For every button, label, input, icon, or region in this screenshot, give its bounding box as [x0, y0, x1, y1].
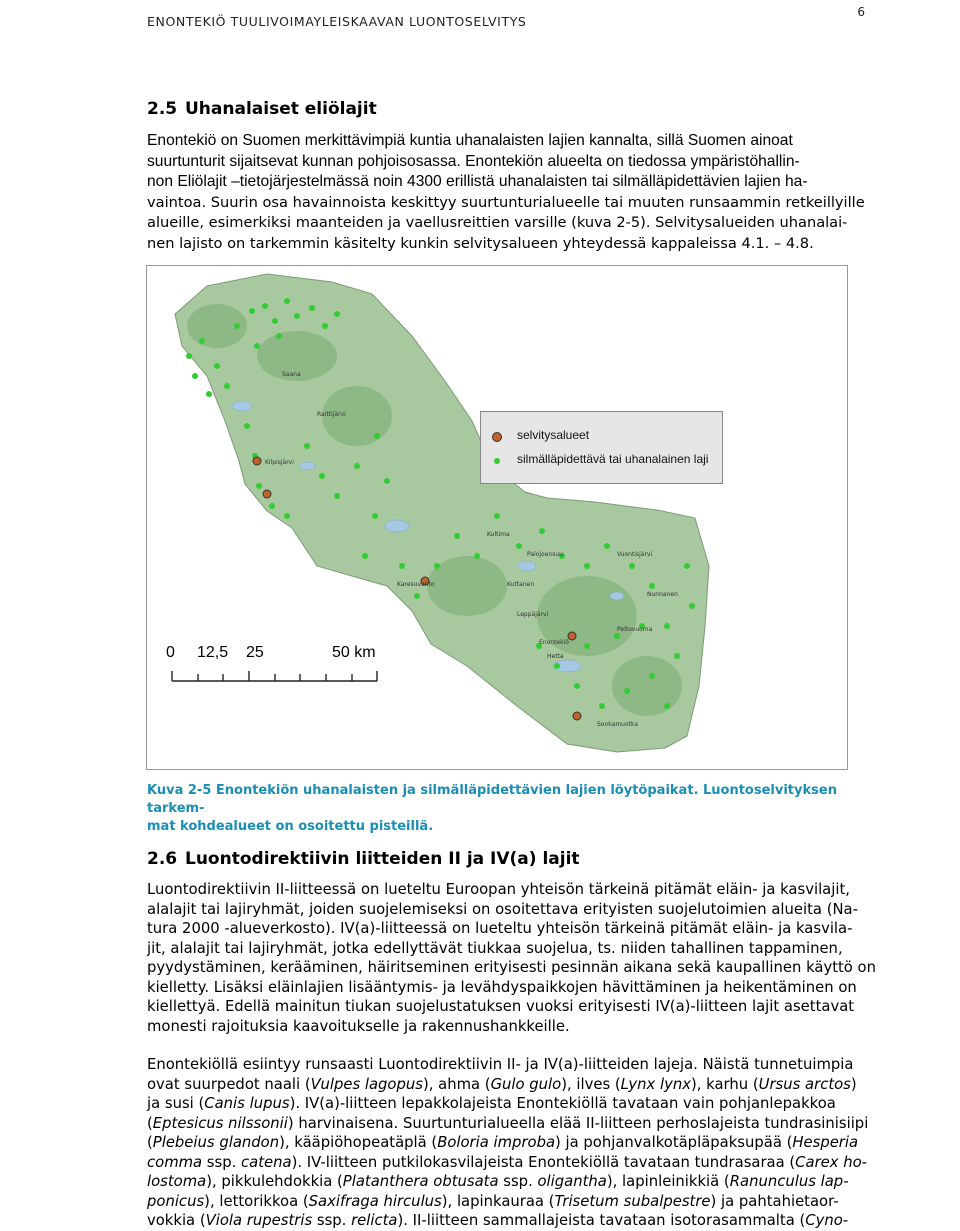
- species-name: Eptesicus nilssonii: [152, 1114, 288, 1132]
- species-name: catena: [241, 1153, 292, 1171]
- species-name: Ursus arctos: [758, 1075, 851, 1093]
- legend-label: silmälläpidettävä tai uhanalainen laji: [517, 452, 709, 466]
- running-header: ENONTEKIÖ TUULIVOIMAYLEISKAAVAN LUONTOSELVITYS: [147, 14, 527, 29]
- map-label: Kuttanen: [507, 581, 535, 588]
- section-title: Uhanalaiset eliölajit: [185, 99, 377, 119]
- text-run: ), ahma (: [422, 1075, 491, 1093]
- text-run: ): [850, 1075, 857, 1093]
- paragraph-line: [147, 1192, 867, 1212]
- map-label: Vuontisjärvi: [617, 551, 653, 558]
- paragraph-line: alalajit tai lajiryhmät, joiden suojelemiseksi on osoitettava erityisten suojelutoimien alueita (Na-: [147, 900, 858, 918]
- legend-label: selvitysalueet: [517, 428, 590, 442]
- species-name: Lynx lynx: [620, 1075, 691, 1093]
- paragraph-line: non Eliölajit –tietojärjestelmässä noin 4300 erillistä uhanalaisten tai silmälläpidettävien lajien ha-: [147, 173, 808, 191]
- scale-label: 50 km: [332, 644, 376, 661]
- species-name: Vulpes lagopus: [310, 1075, 423, 1093]
- paragraph-line: [147, 1172, 867, 1192]
- species-name: Trisetum subalpestre: [554, 1192, 711, 1210]
- map-label: Leppäjärvi: [517, 611, 549, 618]
- text-run: ) harvinaisena. Suurtunturialueella elää II-liitteen perhoslajeista tundrasinisiipi: [287, 1114, 869, 1132]
- paragraph-line: vaintoa. Suurin osa havainnoista keskittyy suurtunturialueelle tai muuten runsaammin retkeillyille: [147, 193, 865, 211]
- paragraph-line: suurtunturit sijaitsevat kunnan pohjoisosassa. Enontekiön alueelta on tiedossa ympäristöhallin-: [147, 152, 800, 170]
- map-label: Saana: [282, 371, 301, 378]
- species-name: Platanthera obtusata: [342, 1173, 499, 1190]
- species-name: relicta: [351, 1212, 398, 1229]
- map-graphic: [147, 266, 847, 769]
- section-title: Luontodirektiivin liitteiden II ja IV(a) lajit: [185, 849, 580, 869]
- section-heading-2-6: [147, 849, 580, 869]
- species-name: lostoma: [147, 1173, 207, 1190]
- species-name: oligantha: [537, 1173, 607, 1190]
- text-run: (: [147, 1114, 153, 1132]
- scale-label: 25: [246, 644, 264, 661]
- text-run: ). IV(a)-liitteen lepakkolajeista Enontekiöllä tavataan vain pohjanlepakkoa: [289, 1095, 836, 1112]
- species-name: Plebeius glandon: [152, 1134, 280, 1151]
- species-name: Saxifraga hirculus: [308, 1192, 442, 1210]
- text-run: ) ja pohjanvalkotäpläpaksupää (: [555, 1134, 793, 1151]
- text-run: ), pikkulehdokkia (: [206, 1173, 343, 1190]
- text-run: ssp.: [498, 1173, 538, 1190]
- paragraph-line: tura 2000 -alueverkosto). IV(a)-liitteessä on lueteltu yhteisön tärkeinä pitämät eläin- ja kasvila-: [147, 920, 853, 937]
- map-label: Kilpisjärvi: [265, 459, 294, 466]
- species-paragraph: [147, 1055, 867, 1231]
- paragraph-line: pyydystäminen, kerääminen, häiritseminen erityisesti pesinnän aikana sekä kaupallinen käyttö on: [147, 959, 876, 976]
- paragraph-line: [147, 1153, 867, 1173]
- intro-paragraph: [147, 131, 867, 255]
- page-number: 6: [857, 5, 865, 19]
- text-run: ja susi (: [147, 1095, 205, 1112]
- paragraph-line: Enontekiö on Suomen merkittävimpiä kuntia uhanalaisten lajien kannalta, sillä Suomen ainoat: [147, 132, 793, 149]
- text-run: (: [147, 1134, 153, 1151]
- species-name: Carex ho-: [795, 1153, 867, 1171]
- text-run: ), kääpiöhopeatäplä (: [279, 1134, 438, 1151]
- section-number: 2.5: [147, 99, 178, 119]
- text-run: ), ilves (: [561, 1075, 621, 1093]
- map-label: Sonkamuotka: [597, 721, 639, 728]
- text-run: ) ja pahtahietaor-: [710, 1192, 839, 1210]
- species-name: Hesperia: [792, 1134, 859, 1151]
- section-heading-2-5: [147, 99, 377, 119]
- paragraph-line: [147, 1055, 867, 1075]
- text-run: vokkia (: [147, 1212, 206, 1229]
- survey-area-symbol-icon: [491, 431, 503, 443]
- paragraph-line: [147, 1114, 867, 1134]
- caption-line: Kuva 2-5 Enontekiön uhanalaisten ja silmälläpidettävien lajien löytöpaikat. Luontoselvityksen tarkem-: [147, 783, 837, 816]
- species-name: ponicus: [147, 1192, 205, 1210]
- species-name: Viola rupestris: [205, 1212, 313, 1229]
- figure-caption: [147, 782, 867, 836]
- text-run: ), karhu (: [691, 1075, 759, 1093]
- text-run: ). IV-liitteen putkilokasvilajeista Enontekiöllä tavataan tundrasaraa (: [291, 1153, 796, 1171]
- scale-bar: [172, 671, 377, 681]
- map-label: Peltovuoma: [617, 626, 653, 633]
- species-dot-symbol-icon: [491, 455, 503, 467]
- paragraph-line: [147, 1075, 867, 1095]
- paragraph-line: kielletty. Lisäksi eläinlajien lisääntymis- ja levähdyspaikkojen hävittäminen ja heikentäminen on: [147, 978, 857, 996]
- species-name: Gulo gulo: [490, 1075, 562, 1093]
- paragraph-line: monesti rajoituksia kaavoitukselle ja rakennushankkeille.: [147, 1017, 570, 1035]
- paragraph-line: Luontodirektiivin II-liitteessä on lueteltu Euroopan yhteisön tärkeinä pitämät eläin- ja kasvilajit,: [147, 881, 850, 898]
- species-name: Canis lupus: [204, 1095, 290, 1112]
- text-run: Enontekiöllä esiintyy runsaasti Luontodirektiivin II- ja IV(a)-liitteiden lajeja. Näistä tunnetuimpia: [147, 1056, 854, 1073]
- paragraph-line: kiellettyä. Edellä mainitun tiukan suojelustatuksen vuoksi erityisesti IV(a)-liitteen lajit asettavat: [147, 998, 855, 1015]
- paragraph-line: [147, 1133, 867, 1153]
- species-map: [146, 265, 848, 770]
- map-label: Karesuvanto: [397, 581, 435, 588]
- map-label: Enontekiö: [539, 639, 569, 646]
- paragraph-line: [147, 1094, 867, 1114]
- text-run: ), lapinkauraa (: [441, 1192, 555, 1210]
- scale-label: 12,5: [197, 644, 229, 661]
- map-label: Nunnanen: [647, 591, 678, 598]
- paragraph-line: nen lajisto on tarkemmin käsitelty kunkin selvitysalueen yhteydessä kappaleissa 4.1. – 4.8.: [147, 234, 814, 252]
- text-run: ovat suurpedot naali (: [147, 1075, 311, 1093]
- text-run: ssp.: [202, 1153, 242, 1171]
- text-run: ), lapinleinikkiä (: [606, 1173, 730, 1190]
- map-label: Hetta: [547, 653, 564, 660]
- section-number: 2.6: [147, 849, 178, 869]
- species-name: comma: [147, 1153, 203, 1171]
- paragraph-line: jit, alalajit tai lajiryhmät, jotka edellyttävät tiukkaa suojelua, ts. niiden tahallinen tappaminen,: [147, 939, 843, 957]
- paragraph-line: [147, 1211, 867, 1231]
- map-label: Raittijärvi: [317, 411, 346, 418]
- scale-label: 0: [166, 644, 175, 661]
- directive-paragraph: [147, 880, 876, 1036]
- text-run: ), lettorikkoa (: [204, 1192, 309, 1210]
- text-run: ). II-liitteen sammallajeista tavataan isotorasammalta (: [397, 1212, 806, 1229]
- species-name: Cyno-: [805, 1212, 849, 1229]
- species-name: Boloria improba: [437, 1134, 556, 1151]
- map-label: Kultima: [487, 531, 510, 538]
- map-legend: [480, 411, 723, 484]
- map-label: Palojoensuu: [527, 551, 563, 558]
- caption-line: mat kohdealueet on osoitettu pisteillä.: [147, 819, 434, 834]
- species-name: Ranunculus lap-: [729, 1173, 849, 1190]
- text-run: ssp.: [312, 1212, 352, 1229]
- paragraph-line: alueille, esimerkiksi maanteiden ja vaellusreittien varsille (kuva 2-5). Selvitysalueiden uhanalai-: [147, 214, 848, 232]
